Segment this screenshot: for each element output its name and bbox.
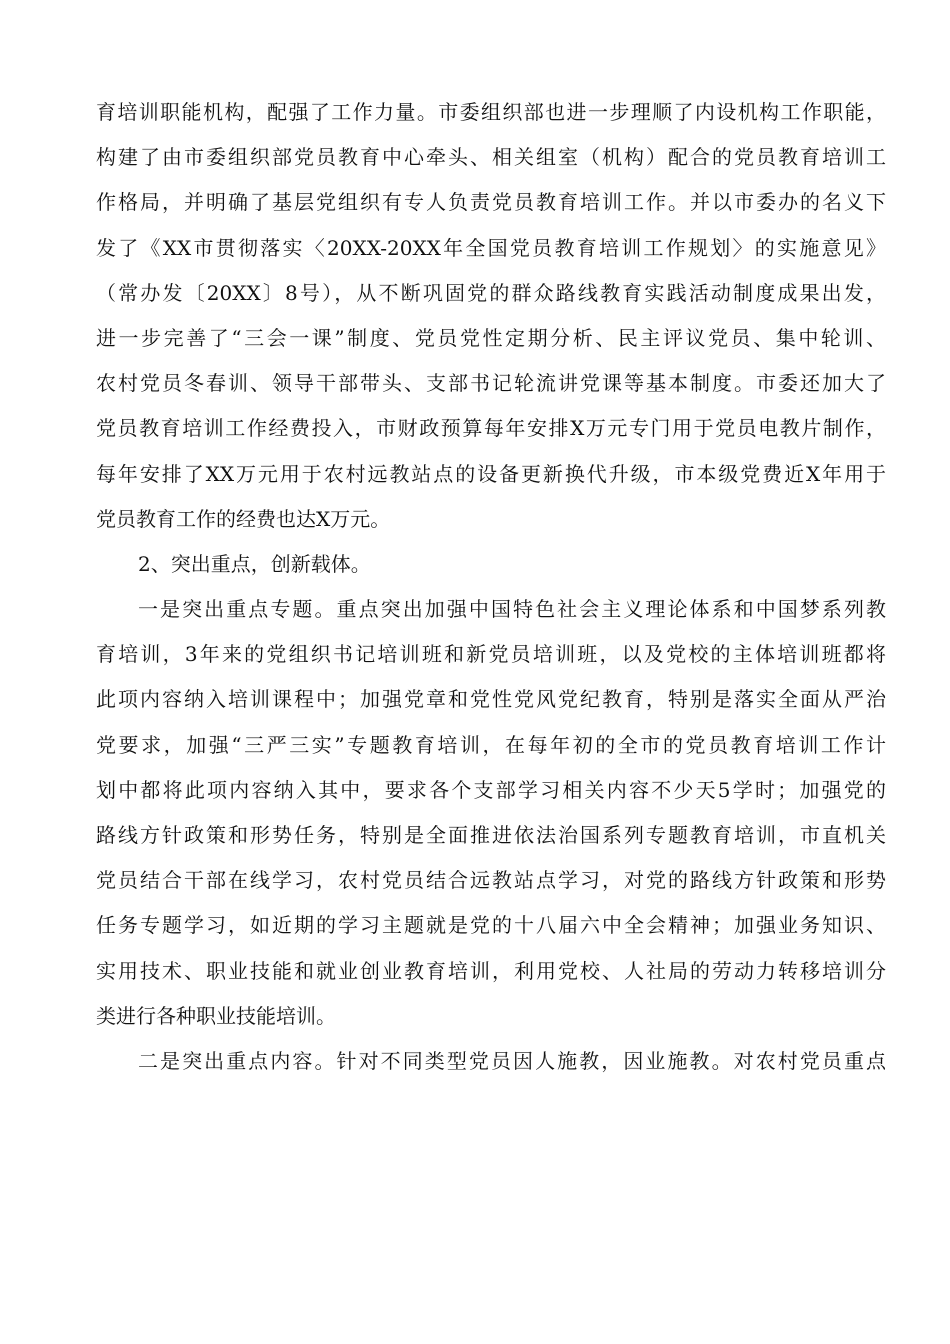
text-line-21: 类进行各种职业技能培训。 — [96, 1003, 336, 1028]
text-line-18: 党员结合干部在线学习，农村党员结合远教站点学习，对党的路线方针政策和形势 — [96, 868, 886, 893]
text-line-3: 作格局，并明确了基层党组织有专人负责党员教育培训工作。并以市委办的名义下 — [96, 190, 886, 215]
text-line-5: （常办发〔20XX〕8号），从不断巩固党的群众路线教育实践活动制度成果出发， — [96, 280, 886, 305]
text-line-20: 实用技术、职业技能和就业创业教育培训，利用党校、人社局的劳动力转移培训分 — [96, 958, 886, 983]
text-line-7: 农村党员冬春训、领导干部带头、支部书记轮流讲党课等基本制度。市委还加大了 — [96, 371, 886, 396]
paragraph-start-2: 二是突出重点内容。针对不同类型党员因人施教，因业施教。对农村党员重点 — [138, 1048, 886, 1073]
text-line-16: 划中都将此项内容纳入其中，要求各个支部学习相关内容不少天5学时；加强党的 — [96, 777, 886, 802]
text-line-1: 育培训职能机构，配强了工作力量。市委组织部也进一步理顺了内设机构工作职能， — [96, 100, 886, 124]
text-line-8: 党员教育培训工作经费投入，市财政预算每年安排X万元专门用于党员电教片制作， — [96, 416, 886, 441]
text-line-14: 此项内容纳入培训课程中；加强党章和党性党风党纪教育，特别是落实全面从严治 — [96, 687, 886, 712]
text-line-13: 育培训，3年来的党组织书记培训班和新党员培训班，以及党校的主体培训班都将 — [96, 642, 886, 667]
text-line-4: 发了《XX市贯彻落实〈20XX-20XX年全国党员教育培训工作规划〉的实施意见》 — [96, 235, 886, 260]
text-line-2: 构建了由市委组织部党员教育中心牵头、相关组室（机构）配合的党员教育培训工 — [96, 145, 886, 170]
text-line-9: 每年安排了XX万元用于农村远教站点的设备更新换代升级，市本级党费近X年用于 — [96, 461, 886, 486]
text-line-6: 进一步完善了“三会一课”制度、党员党性定期分析、民主评议党员、集中轮训、 — [96, 325, 886, 350]
section-heading: 2、突出重点，创新载体。 — [138, 551, 371, 576]
body-text — [96, 90, 886, 1084]
text-line-19: 任务专题学习，如近期的学习主题就是党的十八届六中全会精神；加强业务知识、 — [96, 913, 886, 938]
paragraph-start-1: 一是突出重点专题。重点突出加强中国特色社会主义理论体系和中国梦系列教 — [138, 597, 886, 622]
text-line-15: 党要求，加强“三严三实”专题教育培训，在每年初的全市的党员教育培训工作计 — [96, 732, 886, 757]
text-line-10: 党员教育工作的经费也达X万元。 — [96, 506, 391, 531]
text-line-17: 路线方针政策和形势任务，特别是全面推进依法治国系列专题教育培训，市直机关 — [96, 823, 886, 847]
